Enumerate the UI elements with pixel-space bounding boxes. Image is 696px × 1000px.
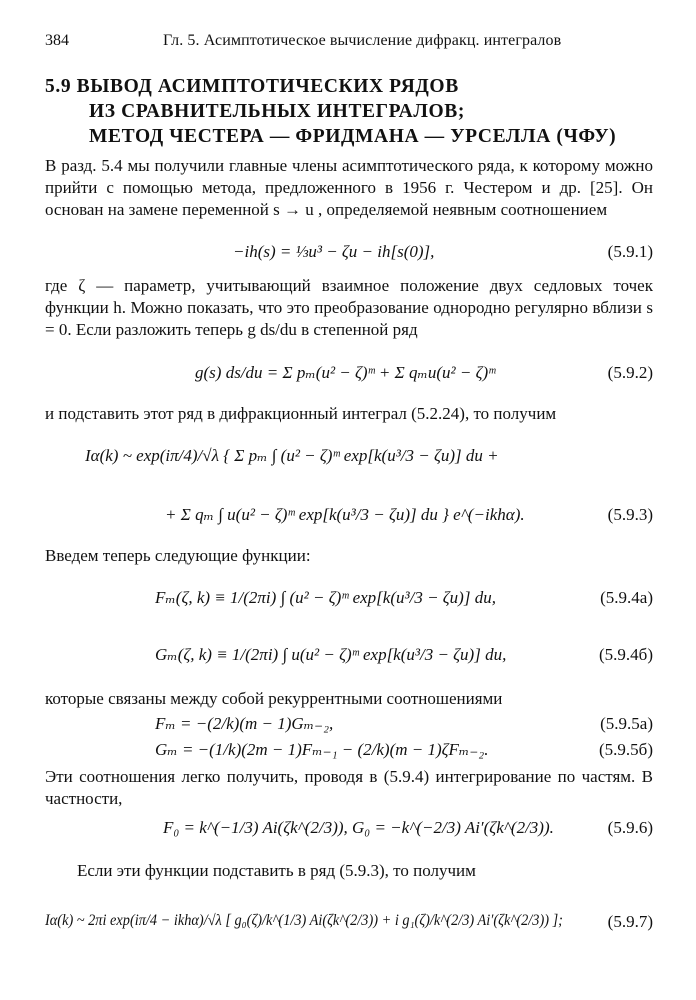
running-title: Гл. 5. Асимптотическое вычисление дифракц. интегралов [163,32,562,49]
paragraph-6: Эти соотношения легко получить, проводя в (5.9.4) интегрирование по частям. В частности, [45,767,653,808]
equation-5-9-7: Iα(k) ~ 2πi exp(iπ/4 − ikhα)/√λ [ g₀(ζ)/k^(1/3) Ai(ζk^(2/3)) + i g₁(ζ)/k^(2/3) Ai′(ζk^(2/3)) ]; (5.9.7) [45,912,653,931]
equation-5-9-5b: Gₘ = −(1/k)(2m − 1)Fₘ₋₁ − (2/k)(m − 1)ζFₘ₋₂. (5.9.5б) [155,740,653,759]
section-heading-line-1: 5.9 ВЫВОД АСИМПТОТИЧЕСКИХ РЯДОВ [45,76,459,97]
section-heading-line-3: МЕТОД ЧЕСТЕРА — ФРИДМАНА — УРСЕЛЛА (ЧФУ) [89,126,617,147]
equation-5-9-6: F₀ = k^(−1/3) Ai(ζk^(2/3)), G₀ = −k^(−2/3) Ai′(ζk^(2/3)). (5.9.6) [163,818,653,837]
section-heading-line-2: ИЗ СРАВНИТЕЛЬНЫХ ИНТЕГРАЛОВ; [89,101,465,122]
equation-5-9-5a: Fₘ = −(2/k)(m − 1)Gₘ₋₂, (5.9.5а) [155,714,653,733]
equation-5-9-3-line-2: + Σ qₘ ∫ u(u² − ζ)ᵐ exp[k(u³/3 − ζu)] du } e^(−ikhα). (5.9.3) [165,505,653,524]
paragraph-7: Если эти функции подставить в ряд (5.9.3), то получим [77,861,476,880]
equation-5-9-1: −ih(s) = ⅓u³ − ζu − ih[s(0)], (5.9.1) [233,242,653,261]
paragraph-5: которые связаны между собой рекуррентными соотношениями [45,689,503,708]
section-heading [45,74,616,149]
equation-5-9-4a: Fₘ(ζ, k) ≡ 1/(2πi) ∫ (u² − ζ)ᵐ exp[k(u³/3 − ζu)] du, (5.9.4а) [155,588,653,607]
equation-5-9-3-line-1: Iα(k) ~ exp(iπ/4)/√λ { Σ pₘ ∫ (u² − ζ)ᵐ exp[k(u³/3 − ζu)] du + [85,446,499,465]
page-number: 384 [45,32,69,49]
paragraph-1: В разд. 5.4 мы получили главные члены асимптотического ряда, к которому можно прийти с помощью метода, предложенного в 1956 г. Честером и др. [25]. Он основан на замене переменной s → u , определяемой неявным соотношением [45,156,653,219]
equation-5-9-2: g(s) ds/du = Σ pₘ(u² − ζ)ᵐ + Σ qₘu(u² − ζ)ᵐ (5.9.2) [195,363,653,382]
paragraph-3: и подставить этот ряд в дифракционный интеграл (5.2.24), то получим [45,404,557,423]
paragraph-4: Введем теперь следующие функции: [45,546,311,565]
equation-5-9-4b: Gₘ(ζ, k) ≡ 1/(2πi) ∫ u(u² − ζ)ᵐ exp[k(u³/3 − ζu)] du, (5.9.4б) [155,645,653,664]
running-header [45,32,658,52]
paragraph-2: где ζ — параметр, учитывающий взаимное положение двух седловых точек функции h. Можно показать, что это преобразование однородно регулярно вблизи s = 0. Если разложить теперь g ds/du в степенной ряд [45,276,653,339]
